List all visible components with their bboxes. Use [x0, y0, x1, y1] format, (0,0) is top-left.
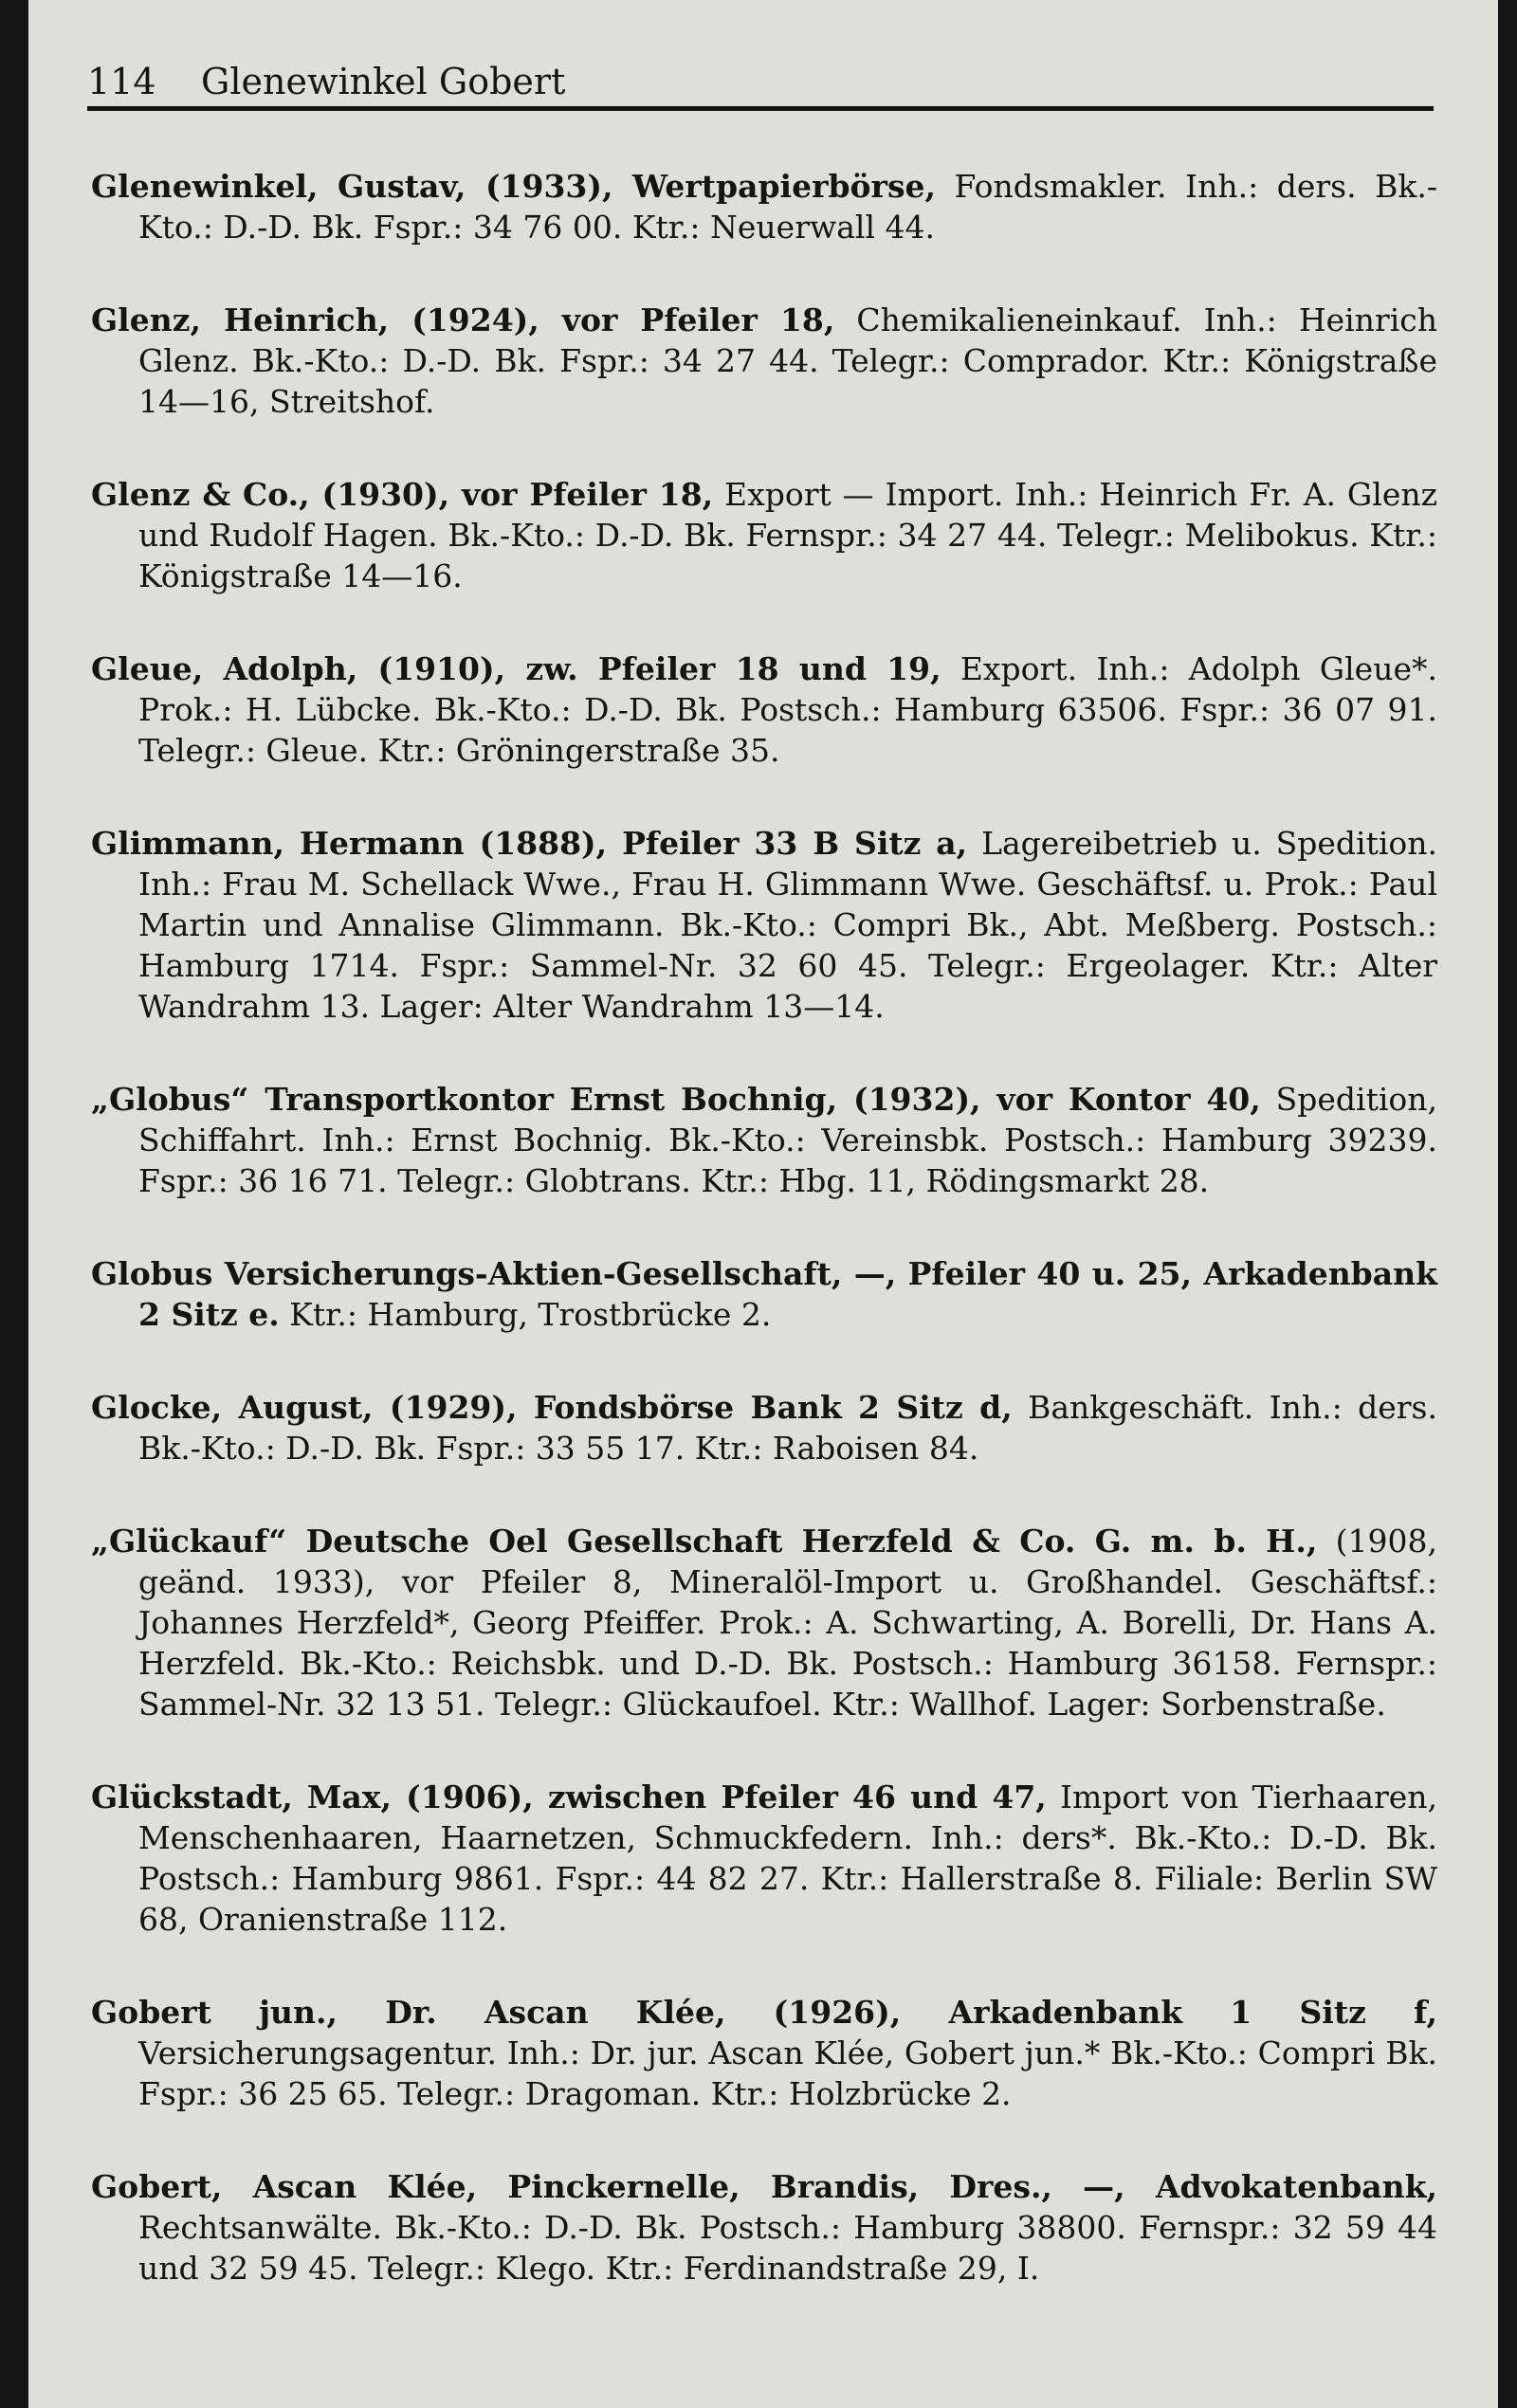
entry-text: Export. Inh.: Adolph Gleue*. Prok.: H. Lübcke. Bk.-Kto.: D.-D. Bk. Postsch.: Hamburg 63506. Fspr.: 36 07 91. Telegr.: Gleue. Ktr.: Gröningerstraße 35.: [138, 650, 1437, 769]
entry-heading: Glenz & Co., (1930), vor Pfeiler 18,: [91, 476, 714, 513]
directory-entry: [91, 1387, 1437, 1469]
entry-text: Import von Tierhaaren, Menschenhaaren, Haarnetzen, Schmuckfedern. Inh.: ders*. Bk.-Kto.: D.-D. Bk. Postsch.: Hamburg 9861. Fspr.: 44 82 27. Ktr.: Hallerstraße 8. Filiale: Berlin SW 68, Oranienstraße 112.: [138, 1779, 1437, 1938]
page-header: [87, 59, 1434, 104]
page-number: 114: [87, 61, 156, 102]
entry-text: Export — Import. Inh.: Heinrich Fr. A. Glenz und Rudolf Hagen. Bk.-Kto.: D.-D. Bk. Fernspr.: 34 27 44. Telegr.: Melibokus. Ktr.: Königstraße 14—16.: [138, 476, 1437, 594]
entry-text: Lagereibetrieb u. Spedition. Inh.: Frau M. Schellack Wwe., Frau H. Glimmann Wwe. Geschäftsf. u. Prok.: Paul Martin und Annalise Glimmann. Bk.-Kto.: Compri Bk., Abt. Meßberg. Postsch.: Hamburg 1714. Fspr.: Sammel-Nr. 32 60 45. Telegr.: Ergeolager. Ktr.: Alter Wandrahm 13. Lager: Alter Wandrahm 13—14.: [138, 825, 1437, 1025]
entry-text: Bankgeschäft. Inh.: ders. Bk.-Kto.: D.-D. Bk. Fspr.: 33 55 17. Ktr.: Raboisen 84.: [138, 1389, 1437, 1467]
entry-heading: Gobert jun., Dr. Ascan Klée, (1926), Arkadenbank 1 Sitz f,: [91, 1994, 1437, 2031]
entry-heading: Gobert, Ascan Klée, Pinckernelle, Brandis, Dres., —, Advokatenbank,: [91, 2168, 1437, 2205]
directory-entry: [91, 474, 1437, 596]
directory-entry: [91, 2166, 1437, 2289]
entry-heading: „Glückauf“ Deutsche Oel Gesellschaft Herzfeld & Co. G. m. b. H.,: [91, 1523, 1318, 1560]
entry-text: Spedition, Schiffahrt. Inh.: Ernst Bochnig. Bk.-Kto.: Vereinsbk. Postsch.: Hamburg 39239. Fspr.: 36 16 71. Telegr.: Globtrans. Ktr.: Hbg. 11, Rödingsmarkt 28.: [138, 1081, 1437, 1199]
running-title: Glenewinkel Gobert: [201, 61, 566, 102]
entry-text: Versicherungsagentur. Inh.: Dr. jur. Ascan Klée, Gobert jun.* Bk.-Kto.: Compri Bk. Fspr.: 36 25 65. Telegr.: Dragoman. Ktr.: Holzbrücke 2.: [138, 2034, 1437, 2112]
entry-heading: Globus Versicherungs-Aktien-Gesellschaft, —, Pfeiler 40 u. 25, Arkadenbank 2 Sitz e.: [91, 1255, 1437, 1333]
directory-entry: [91, 823, 1437, 1027]
entry-heading: Gleue, Adolph, (1910), zw. Pfeiler 18 und 19,: [91, 650, 941, 687]
directory-entry: [91, 648, 1437, 771]
entry-heading: Glenewinkel, Gustav, (1933), Wertpapierbörse,: [91, 168, 937, 205]
entry-text: Chemikalieneinkauf. Inh.: Heinrich Glenz. Bk.-Kto.: D.-D. Bk. Fspr.: 34 27 44. Telegr.: Comprador. Ktr.: Königstraße 14—16, Streitshof.: [138, 301, 1437, 420]
directory-entry: [91, 300, 1437, 422]
entry-heading: Glimmann, Hermann (1888), Pfeiler 33 B Sitz a,: [91, 825, 968, 862]
entry-text: Rechtsanwälte. Bk.-Kto.: D.-D. Bk. Postsch.: Hamburg 38800. Fernspr.: 32 59 44 und 32 59 45. Telegr.: Klego. Ktr.: Ferdinandstraße 29, I.: [138, 2209, 1437, 2287]
entry-heading: Glocke, August, (1929), Fondsbörse Bank 2 Sitz d,: [91, 1389, 1013, 1426]
entry-heading: Glenz, Heinrich, (1924), vor Pfeiler 18,: [91, 301, 835, 338]
directory-page: [28, 0, 1498, 2408]
directory-entry: [91, 1079, 1437, 1201]
directory-entry: [91, 1521, 1437, 1724]
entry-text: Fondsmakler. Inh.: ders. Bk.-Kto.: D.-D. Bk. Fspr.: 34 76 00. Ktr.: Neuerwall 44.: [138, 168, 1437, 246]
entry-text: (1908, geänd. 1933), vor Pfeiler 8, Mineralöl-Import u. Großhandel. Geschäftsf.: Johannes Herzfeld*, Georg Pfeiffer. Prok.: A. Schwarting, A. Borelli, Dr. Hans A. Herzfeld. Bk.-Kto.: Reichsbk. und D.-D. Bk. Postsch.: Hamburg 36158. Fernspr.: Sammel-Nr. 32 13 51. Telegr.: Glückaufoel. Ktr.: Wallhof. Lager: Sorbenstraße.: [138, 1523, 1438, 1723]
directory-entry: [91, 1253, 1437, 1335]
header-rule: [87, 106, 1434, 111]
directory-entry: [91, 1777, 1437, 1940]
entry-heading: „Globus“ Transportkontor Ernst Bochnig, (1932), vor Kontor 40,: [91, 1081, 1261, 1118]
directory-entry: [91, 1992, 1437, 2114]
entry-text: Ktr.: Hamburg, Trostbrücke 2.: [279, 1296, 772, 1333]
entry-list: [91, 166, 1437, 2341]
directory-entry: [91, 166, 1437, 247]
entry-heading: Glückstadt, Max, (1906), zwischen Pfeiler 46 und 47,: [91, 1779, 1047, 1815]
